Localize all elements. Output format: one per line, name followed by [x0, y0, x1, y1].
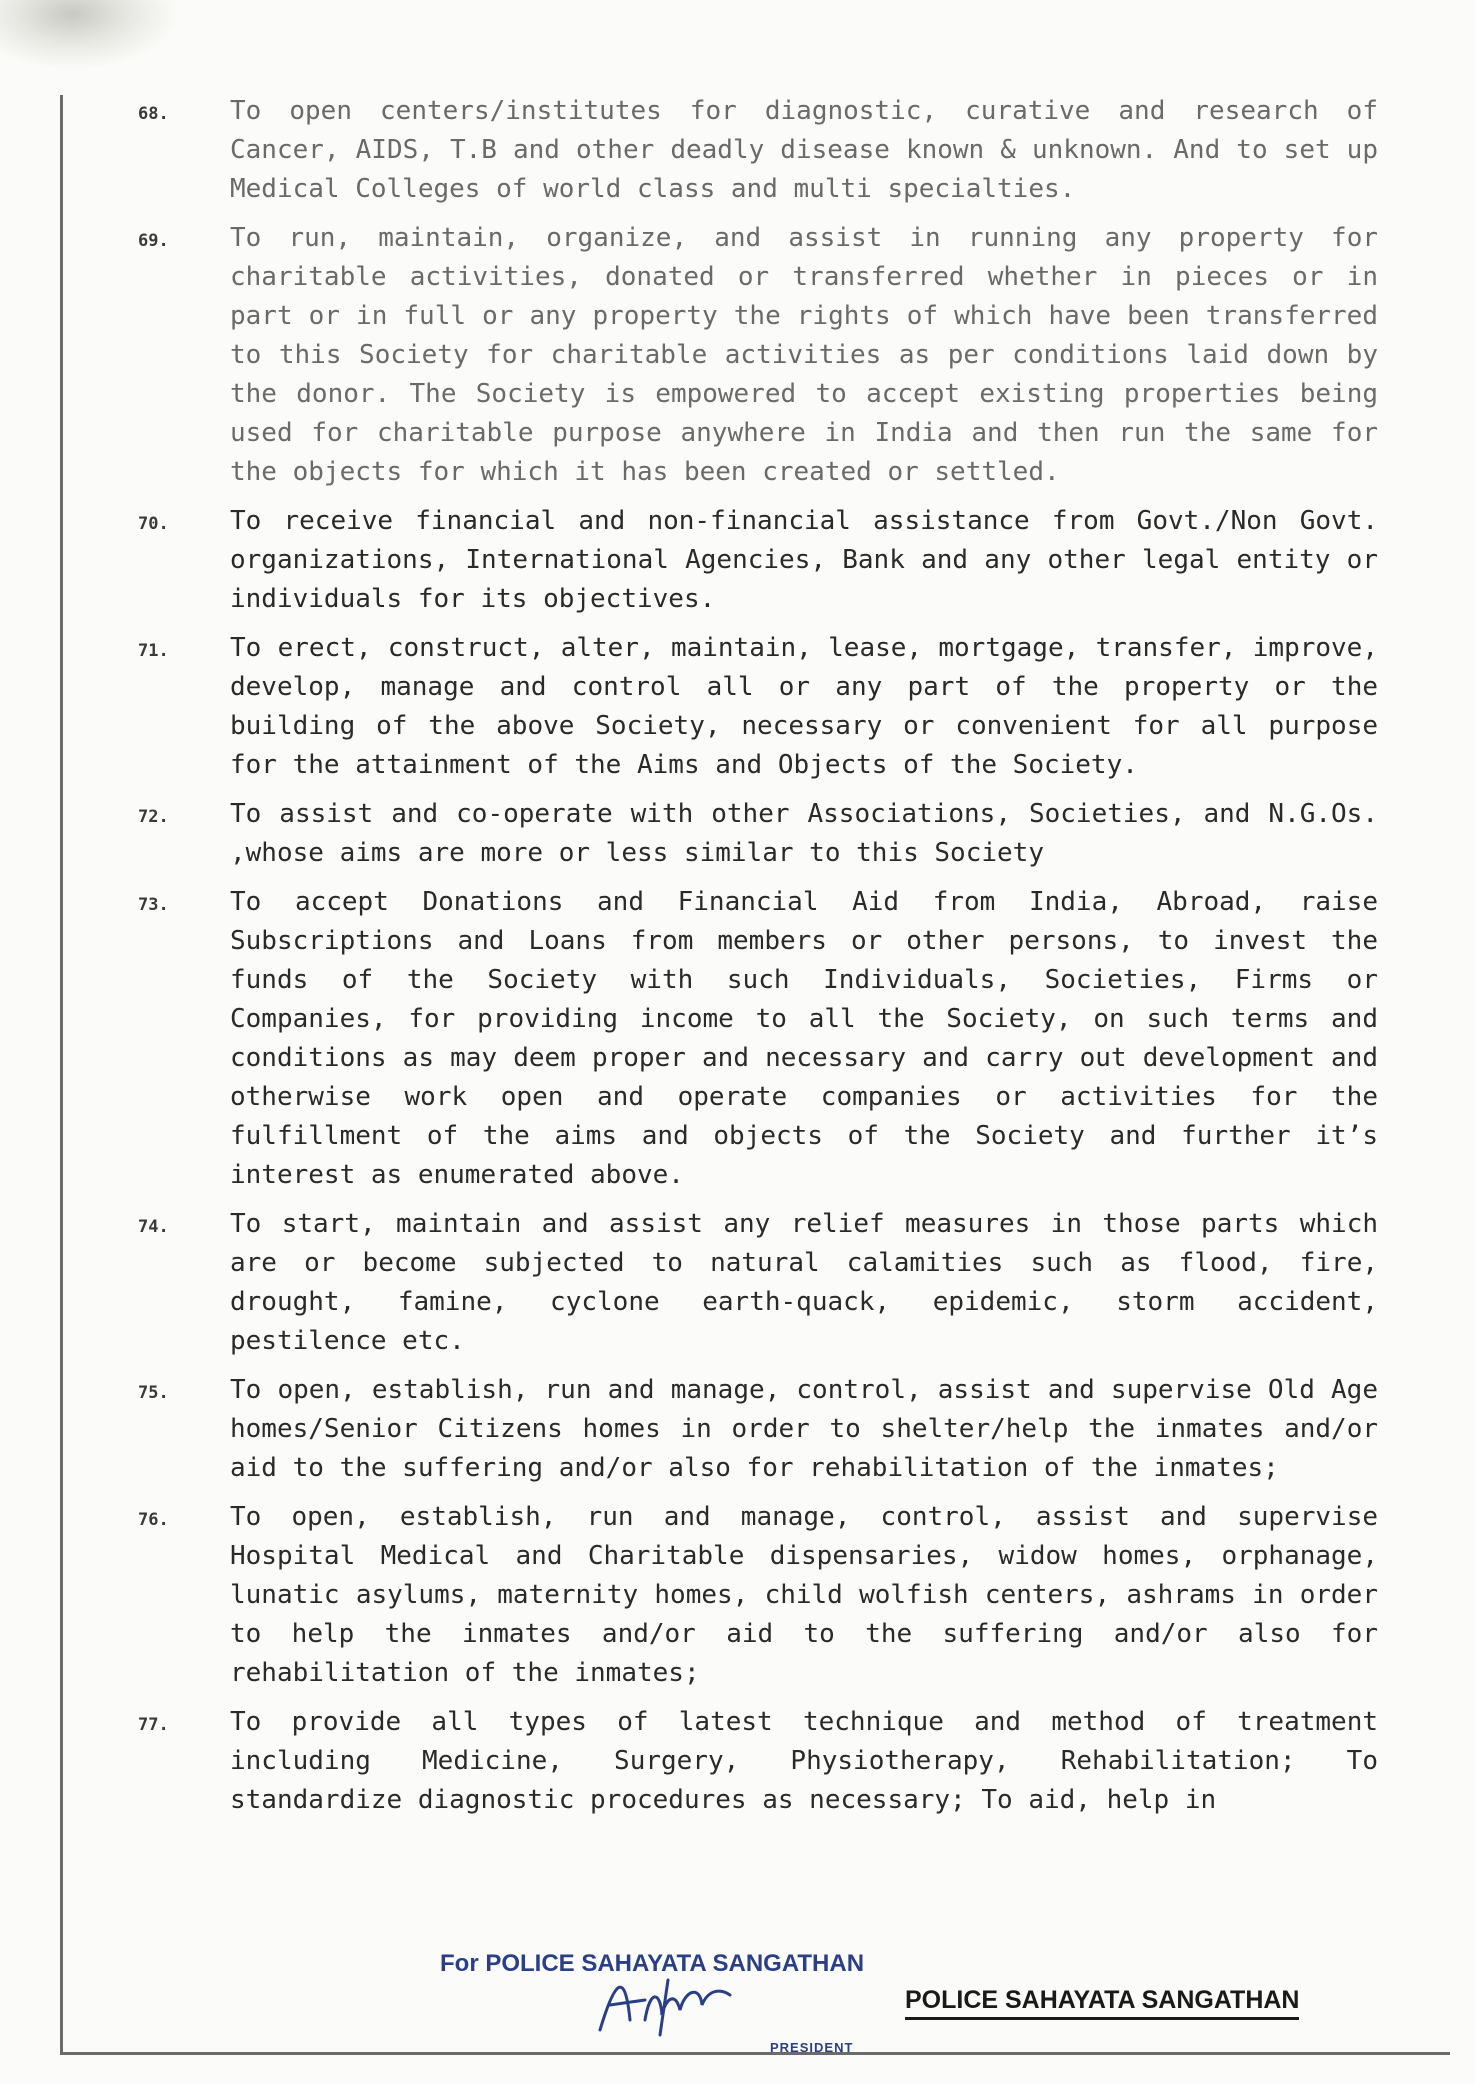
clause-text: To accept Donations and Financial Aid from India, Abroad, raise Subscriptions and Loans from members or other persons, to invest the funds of the Society with such Individuals, Societies, Firms or Companies, for providing income to all the Society, on such terms and conditions as may deem proper and necessary and carry out development and otherwise work open and operate companies or activities for the fulfillment of the aims and objects of the Society and further it’s interest as enumerated above. [230, 887, 1378, 1190]
clause-text: To open, establish, run and manage, control, assist and supervise Old Age homes/Senior Citizens homes in order to shelter/help the inmates and/or aid to the suffering and/or also for rehabilitation of the inmates; [230, 1375, 1378, 1483]
clause-number: 75. [138, 1383, 169, 1403]
clause-number: 77. [138, 1715, 169, 1735]
clause-text: To start, maintain and assist any relief measures in those parts which are or become subjected to natural calamities such as flood, fire, drought, famine, cyclone earth-quack, epidemic, storm accident, pestilence etc. [230, 1209, 1378, 1356]
organization-name: POLICE SAHAYATA SANGATHAN [905, 1986, 1299, 2020]
clause-list [138, 92, 1378, 1830]
clause-text: To assist and co-operate with other Associations, Societies, and N.G.Os. ,whose aims are more or less similar to this Society [230, 799, 1378, 868]
clause-text: To open centers/institutes for diagnostic, curative and research of Cancer, AIDS, T.B and other deadly disease known & unknown. And to set up Medical Colleges of world class and multi specialties. [230, 96, 1378, 204]
clause-text: To open, establish, run and manage, control, assist and supervise Hospital Medical and Charitable dispensaries, widow homes, orphanage, lunatic asylums, maternity homes, child wolfish centers, ashrams in order to help the inmates and/or aid to the suffering and/or also for rehabilitation of the inmates; [230, 1502, 1378, 1688]
clause-number: 76. [138, 1510, 169, 1530]
clause-number: 74. [138, 1217, 169, 1237]
clause-number: 68. [138, 104, 169, 124]
clause-text: To run, maintain, organize, and assist in running any property for charitable activities, donated or transferred whether in pieces or in part or in full or any property the rights of which have been transferred to this Society for charitable activities as per conditions laid down by the donor. The Society is empowered to accept existing properties being used for charitable purpose anywhere in India and then run the same for the objects for which it has been created or settled. [230, 223, 1378, 487]
page-footer [440, 1950, 1390, 2055]
clause-74 [138, 1205, 1378, 1361]
clause-number: 71. [138, 641, 169, 661]
clause-77 [138, 1703, 1378, 1820]
clause-text: To erect, construct, alter, maintain, lease, mortgage, transfer, improve, develop, manage and control all or any part of the property or the building of the above Society, necessary or convenient for all purpose for the attainment of the Aims and Objects of the Society. [230, 633, 1378, 780]
clause-70 [138, 502, 1378, 619]
clause-text: To receive financial and non-financial assistance from Govt./Non Govt. organizations, International Agencies, Bank and any other legal entity or individuals for its objectives. [230, 506, 1378, 614]
page-bottom-border [60, 2052, 1450, 2055]
clause-75 [138, 1371, 1378, 1488]
page-left-border [60, 95, 63, 2055]
clause-76 [138, 1498, 1378, 1693]
clause-number: 72. [138, 807, 169, 827]
clause-number: 70. [138, 514, 169, 534]
clause-68 [138, 92, 1378, 209]
clause-number: 73. [138, 895, 169, 915]
clause-69 [138, 219, 1378, 492]
signature-icon [590, 1960, 740, 2040]
clause-72 [138, 795, 1378, 873]
clause-text: To provide all types of latest technique and method of treatment including Medicine, Surgery, Physiotherapy, Rehabilitation; To standardize diagnostic procedures as necessary; To aid, help in [230, 1707, 1378, 1815]
clause-73 [138, 883, 1378, 1195]
clause-71 [138, 629, 1378, 785]
stamp-president-text: PRESIDENT [770, 2040, 854, 2055]
clause-number: 69. [138, 231, 169, 251]
stamp-for-text: For POLICE SAHAYATA SANGATHAN [440, 1950, 865, 1977]
scan-smudge [0, 0, 180, 70]
